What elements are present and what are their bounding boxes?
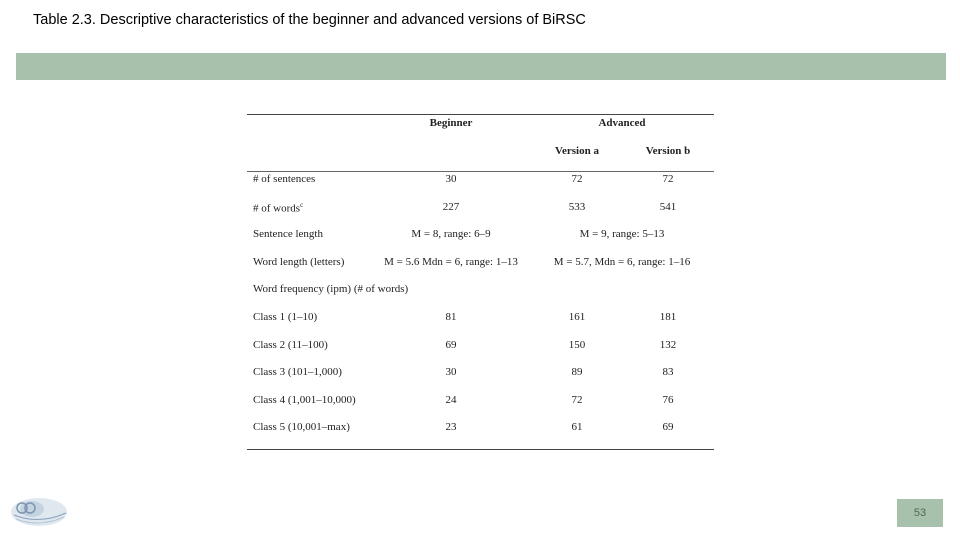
header-beginner: Beginner — [429, 117, 473, 129]
table-row — [247, 366, 714, 382]
header-version-a: Version a — [555, 145, 599, 157]
version-a-cell: 72 — [571, 393, 583, 406]
table-row — [247, 283, 714, 299]
row-label-footnote: c — [300, 200, 304, 209]
advanced-cell: M = 9, range: 5–13 — [579, 228, 665, 241]
row-label: # of sentences — [253, 173, 316, 185]
version-a-cell: 533 — [568, 200, 586, 213]
table-bottom-rule — [247, 449, 714, 450]
row-label: Class 5 (10,001–max) — [253, 421, 350, 434]
beginner-cell: 227 — [442, 200, 460, 213]
row-label: Class 1 (1–10) — [253, 311, 318, 323]
beginner-cell: 30 — [445, 366, 457, 379]
version-b-cell: 541 — [659, 200, 677, 213]
row-label: Class 2 (11–100) — [253, 338, 328, 351]
table-row — [247, 173, 714, 189]
version-b-cell: 72 — [662, 173, 674, 185]
version-b-cell: 83 — [662, 366, 674, 379]
beginner-cell: 69 — [445, 338, 457, 351]
row-label: # of words$^c$ — [253, 200, 304, 215]
table-top-rule — [247, 114, 714, 115]
header-band — [16, 53, 946, 80]
table-row — [247, 421, 714, 437]
version-a-cell: 89 — [571, 366, 583, 379]
header-advanced: Advanced — [598, 117, 646, 129]
header-version-b: Version b — [645, 145, 691, 157]
version-a-cell: 72 — [571, 173, 583, 185]
beginner-cell: M = 5.6 Mdn = 6, range: 1–13 — [384, 255, 518, 268]
row-label: Word length (letters) — [253, 255, 345, 268]
slide-title: Table 2.3. Descriptive characteristics of the beginner and advanced versions of BiRSC — [33, 12, 586, 28]
version-b-cell: 69 — [662, 421, 674, 434]
row-label: Class 3 (101–1,000) — [253, 366, 342, 379]
beginner-cell: 30 — [445, 173, 457, 185]
table-header-rule — [247, 171, 714, 172]
table-row — [247, 311, 714, 327]
version-a-cell: 61 — [571, 421, 583, 434]
version-b-cell: 181 — [659, 311, 677, 323]
beginner-cell: M = 8, range: 6–9 — [411, 228, 491, 241]
page-number: 53 — [913, 507, 927, 519]
page-number-badge — [897, 499, 943, 527]
row-label: Class 4 (1,001–10,000) — [253, 393, 356, 406]
version-b-cell: 76 — [662, 393, 674, 406]
version-a-cell: 150 — [568, 338, 586, 351]
beginner-cell: 24 — [445, 393, 457, 406]
table-row — [247, 256, 714, 272]
version-b-cell: 132 — [659, 338, 677, 351]
version-a-cell: 161 — [568, 311, 586, 323]
row-label: Word frequency (ipm) (# of words) — [253, 283, 409, 296]
table-row — [247, 394, 714, 410]
anniversary-logo-icon — [8, 495, 70, 529]
table-row — [247, 339, 714, 355]
table-row — [247, 228, 714, 244]
advanced-cell: M = 5.7, Mdn = 6, range: 1–16 — [553, 255, 691, 268]
beginner-cell: 81 — [445, 311, 457, 323]
row-label: Sentence length — [253, 228, 323, 241]
beginner-cell: 23 — [445, 421, 457, 434]
table-row — [247, 201, 714, 217]
